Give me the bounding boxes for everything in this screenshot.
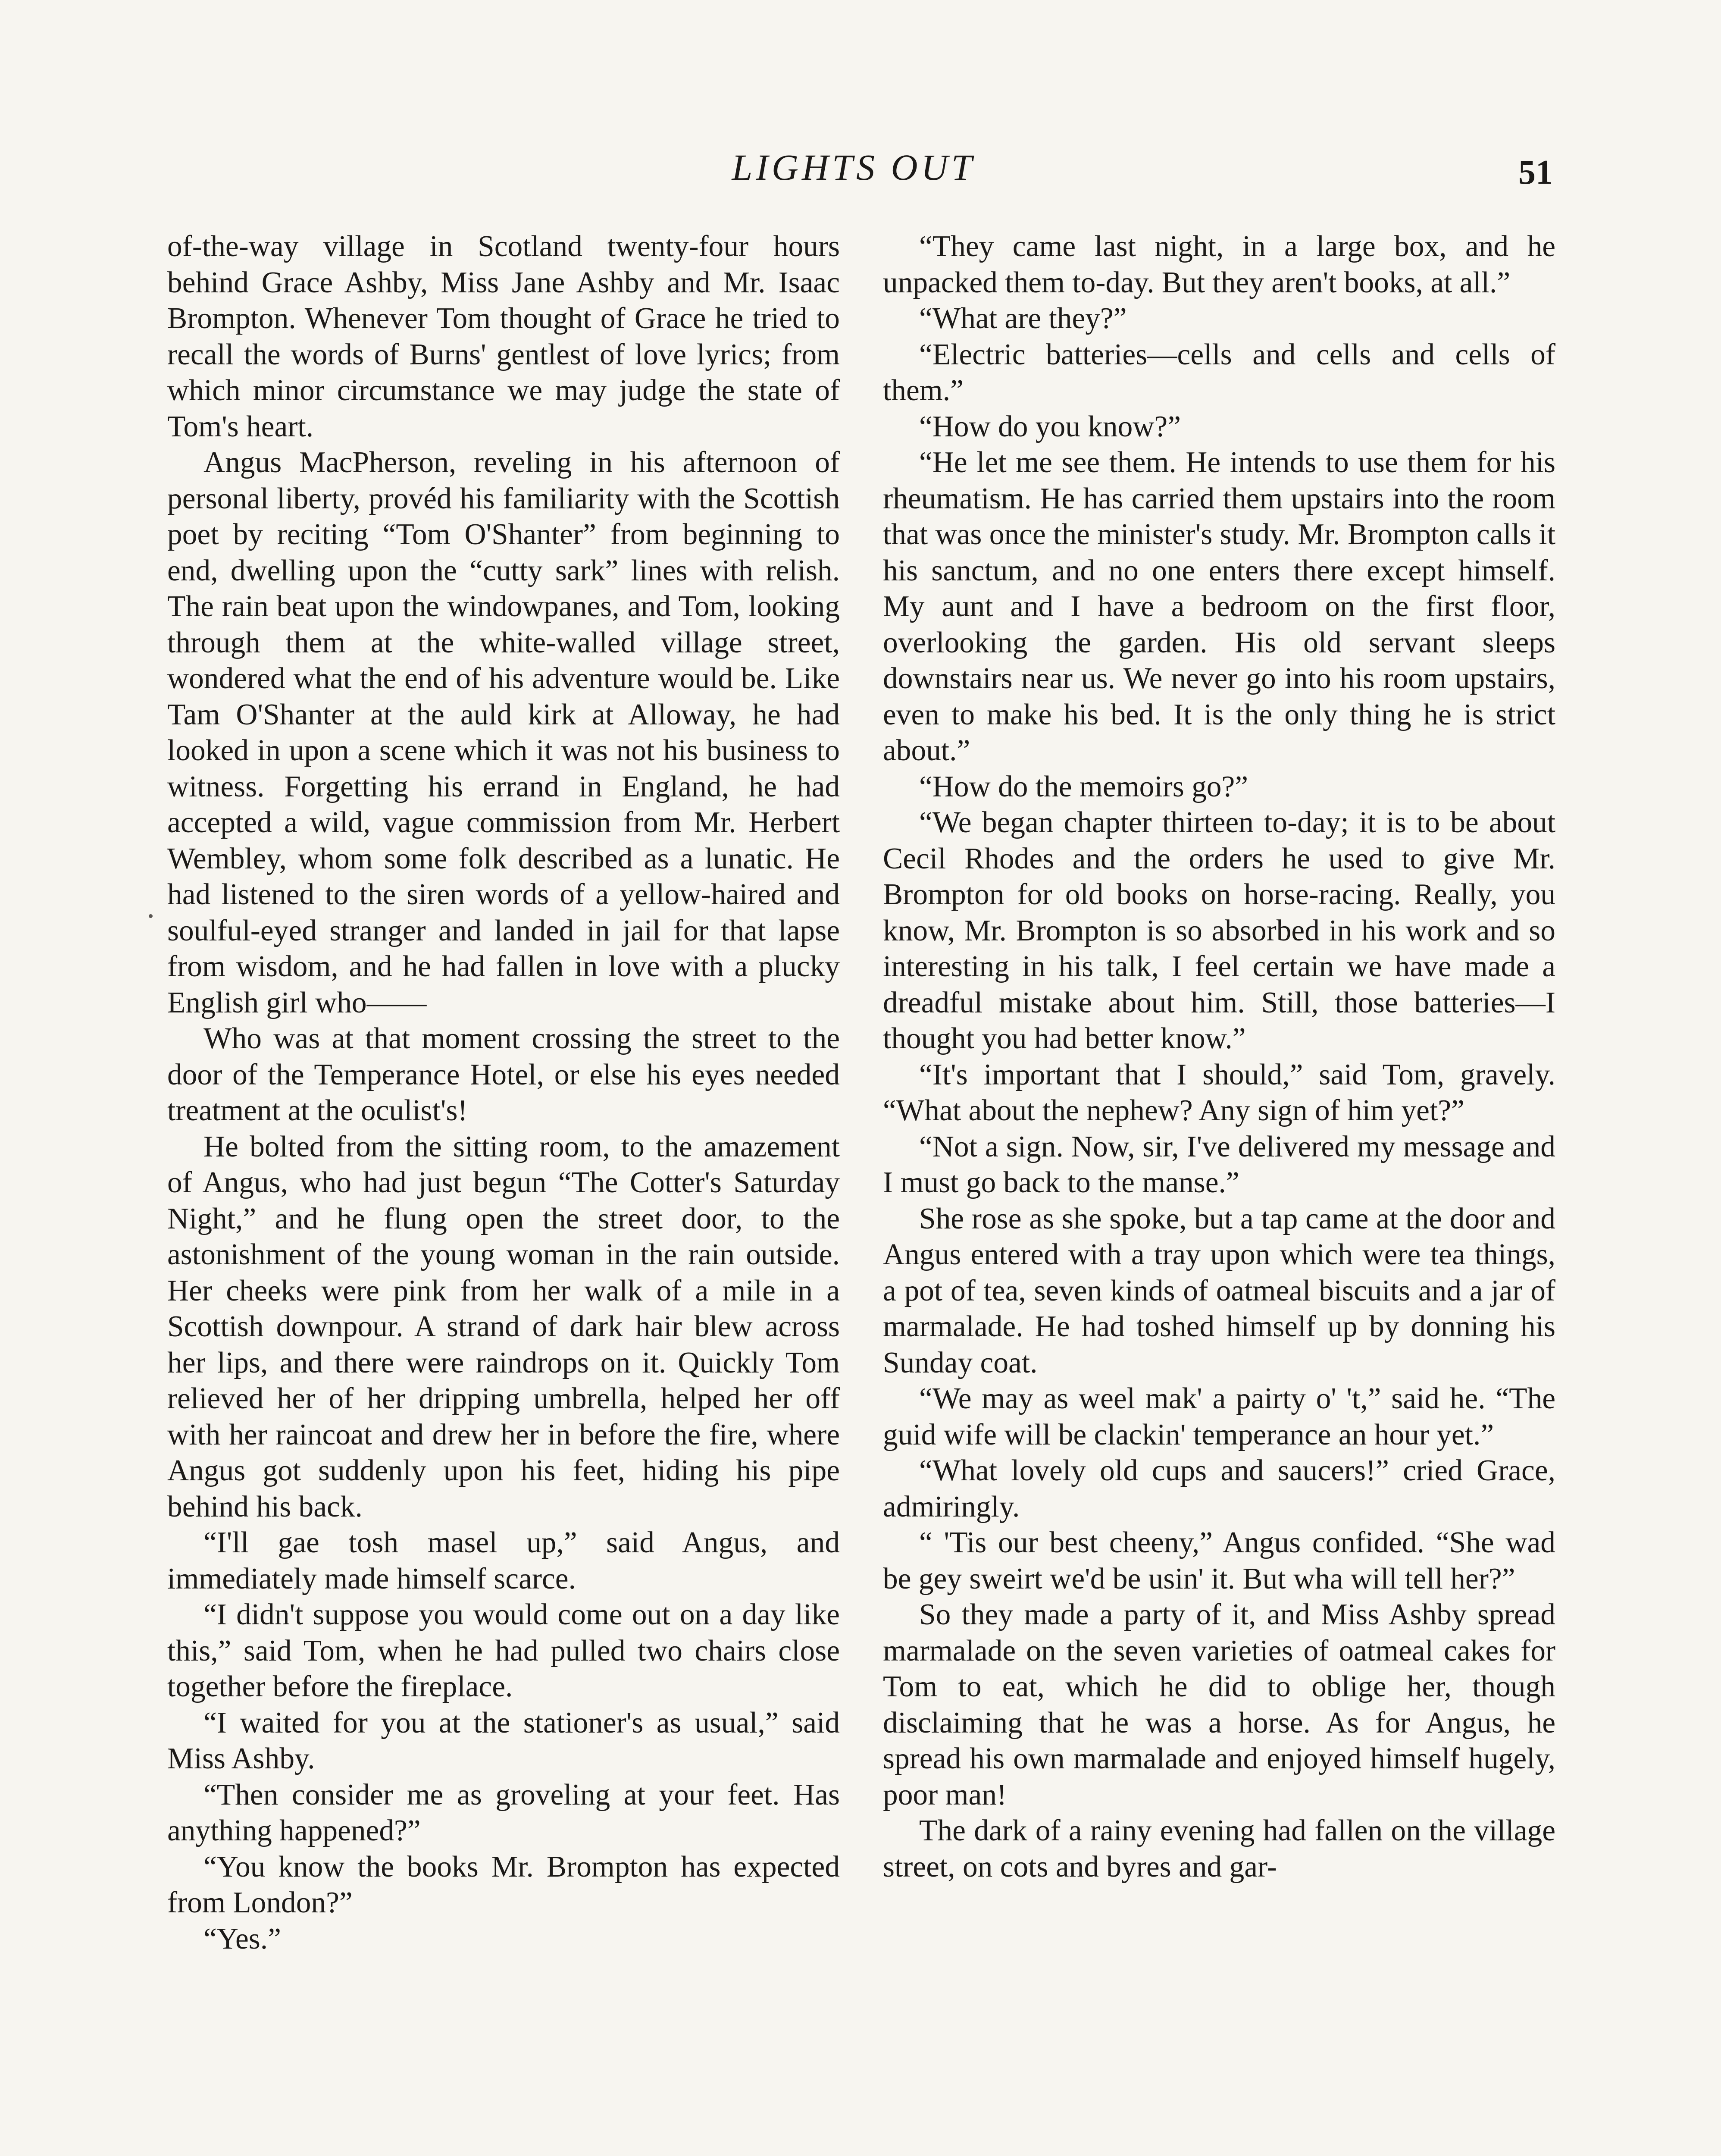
paragraph: “I'll gae tosh masel up,” said Angus, and immediately made himself scarce. — [167, 1526, 840, 1595]
paragraph: “What are they?” — [919, 302, 1127, 335]
paragraph: She rose as she spoke, but a tap came at the door and Angus entered with a tray upon which were tea things, a pot of tea, seven kinds of oatmeal biscuits and a jar of marmalade. He had toshed himself up by donning his Sunday coat. — [883, 1202, 1555, 1379]
paragraph: “I didn't suppose you would come out on a day like this,” said Tom, when he had pulled two chairs close together before the fireplace. — [167, 1598, 840, 1703]
paragraph: “ 'Tis our best cheeny,” Angus confided. “She wad be gey sweirt we'd be usin' it. But wha will tell her?” — [883, 1526, 1555, 1595]
paragraph: “Not a sign. Now, sir, I've delivered my message and I must go back to the manse.” — [883, 1130, 1555, 1199]
paragraph: Who was at that moment crossing the street to the door of the Temperance Hotel, or else his eyes needed treatment at the oculist's! — [167, 1022, 840, 1127]
paragraph: “They came last night, in a large box, and he unpacked them to-day. But they aren't books, at all.” — [883, 230, 1555, 299]
paragraph: Angus MacPherson, reveling in his afternoon of personal liberty, provéd his familiarity with the Scottish poet by reciting “Tom O'Shanter” from beginning to end, dwelling upon the “cutty sark” lines with relish. The rain beat upon the windowpanes, and Tom, looking through them at the white-walled village street, wondered what the end of his adventure would be. Like Tam O'Shanter at the auld kirk at Alloway, he had looked in upon a scene which it was not his business to witness. Forgetting his errand in England, he had accepted a wild, vague commission from Mr. Herbert Wembley, whom some folk described as a lunatic. He had listened to the siren words of a yellow-haired and soulful-eyed stranger and landed in jail for that lapse from wisdom, and he had fallen in love with a plucky English girl who—— — [167, 446, 840, 1019]
running-head: LIGHTS OUT — [732, 147, 976, 188]
paragraph: “We may as weel mak' a pairty o' 't,” said he. “The guid wife will be clackin' temperance an hour yet.” — [883, 1382, 1555, 1451]
right-column — [883, 229, 1555, 1885]
paragraph: “It's important that I should,” said Tom, gravely. “What about the nephew? Any sign of him yet?” — [883, 1058, 1555, 1127]
page-number: 51 — [1518, 154, 1553, 191]
paragraph: “He let me see them. He intends to use them for his rheumatism. He has carried them upstairs into the room that was once the minister's study. Mr. Brompton calls it his sanctum, and no one enters there except himself. My aunt and I have a bedroom on the first floor, overlooking the garden. His old servant sleeps downstairs near us. We never go into his room upstairs, even to make his bed. It is the only thing he is strict about.” — [883, 446, 1555, 767]
paragraph: “You know the books Mr. Brompton has expected from London?” — [167, 1850, 840, 1919]
paragraph: “Then consider me as groveling at your feet. Has anything happened?” — [167, 1778, 840, 1847]
paragraph: “I waited for you at the stationer's as usual,” said Miss Ashby. — [167, 1706, 840, 1775]
paragraph: So they made a party of it, and Miss Ashby spread marmalade on the seven varieties of oatmeal cakes for Tom to eat, which he did to oblige her, though disclaiming that he was a horse. As for Angus, he spread his own marmalade and enjoyed himself hugely, poor man! — [883, 1598, 1555, 1811]
paragraph: “Electric batteries—cells and cells and cells of them.” — [883, 338, 1555, 407]
paragraph: “We began chapter thirteen to-day; it is to be about Cecil Rhodes and the orders he used to give Mr. Brompton for old books on horse-racing. Really, you know, Mr. Brompton is so absorbed in his work and so interesting in his talk, I feel certain we have made a dreadful mistake about him. Still, those batteries—I thought you had better know.” — [883, 806, 1555, 1055]
paragraph: He bolted from the sitting room, to the amazement of Angus, who had just begun “The Cotter's Saturday Night,” and he flung open the street door, to the astonishment of the young woman in the rain outside. Her cheeks were pink from her walk of a mile in a Scottish downpour. A strand of dark hair blew across her lips, and there were raindrops on it. Quickly Tom relieved her of her dripping umbrella, helped her off with her raincoat and drew her in before the fire, where Angus got suddenly upon his feet, hiding his pipe behind his back. — [167, 1130, 840, 1523]
left-column — [167, 229, 840, 1957]
paragraph: “What lovely old cups and saucers!” cried Grace, admiringly. — [883, 1454, 1555, 1523]
print-speck — [149, 914, 153, 918]
paragraph: “Yes.” — [203, 1922, 281, 1955]
paragraph: of-the-way village in Scotland twenty-four hours behind Grace Ashby, Miss Jane Ashby and Mr. Isaac Brompton. Whenever Tom thought of Grace he tried to recall the words of Burns' gentlest of love lyrics; from which minor circumstance we may judge the state of Tom's heart. — [167, 230, 840, 443]
paragraph: “How do you know?” — [919, 410, 1181, 443]
paragraph: “How do the memoirs go?” — [919, 770, 1249, 803]
paragraph: The dark of a rainy evening had fallen on the village street, on cots and byres and gar- — [883, 1814, 1555, 1883]
